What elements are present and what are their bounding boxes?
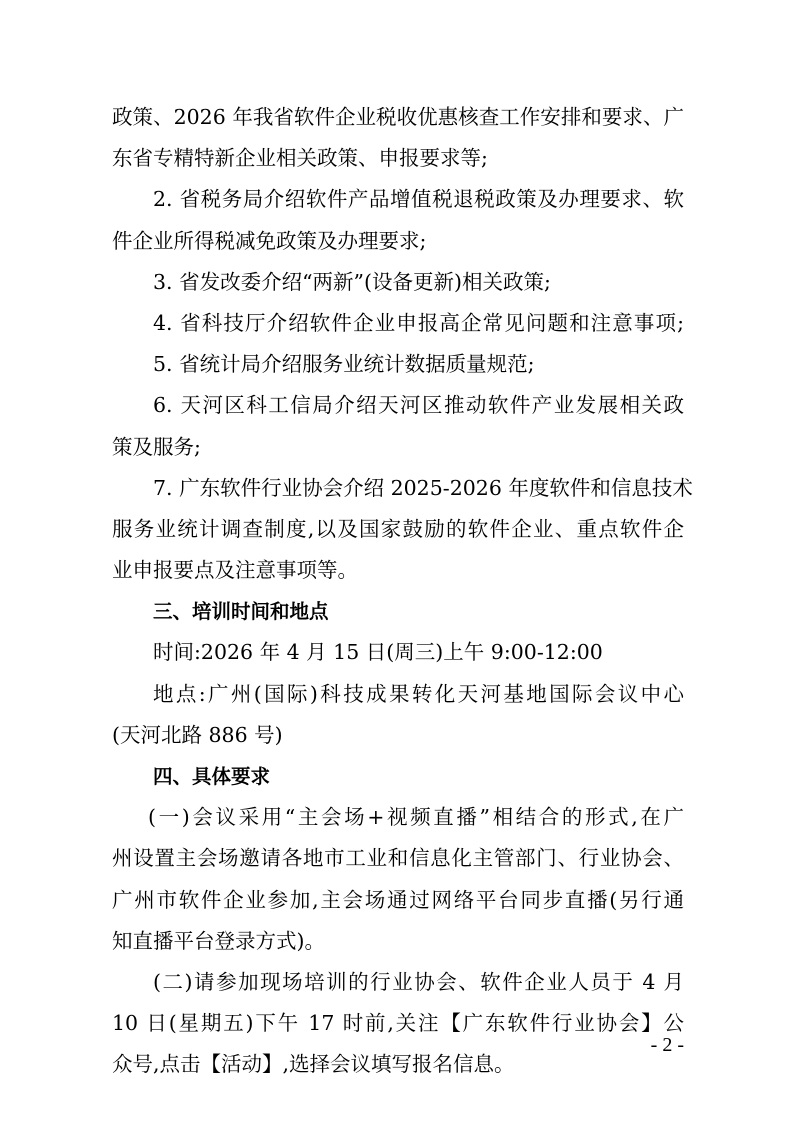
- text-line: 政策、2026 年我省软件企业税收优惠核查工作安排和要求、广: [112, 105, 684, 129]
- text-line: 广州市软件企业参加,主会场通过网络平台同步直播(另行通: [112, 887, 684, 912]
- list-item-6: 6. 天河区科工信局介绍天河区推动软件产业发展相关政: [153, 393, 684, 418]
- text-line: 件企业所得税减免政策及办理要求;: [112, 228, 427, 253]
- list-item-7: 7. 广东软件行业协会介绍 2025-2026 年度软件和信息技术: [153, 475, 693, 500]
- list-item-3: 3. 省发改委介绍“两新”(设备更新)相关政策;: [153, 269, 551, 294]
- requirement-1: (一)会议采用“主会场+视频直播”相结合的形式,在广: [148, 805, 684, 830]
- list-item-4: 4. 省科技厅介绍软件企业申报高企常见问题和注意事项;: [153, 310, 684, 335]
- text-line: 东省专精特新企业相关政策、申报要求等;: [112, 146, 488, 171]
- text-line: 州设置主会场邀请各地市工业和信息化主管部门、行业协会、: [112, 846, 684, 871]
- list-item-2: 2. 省税务局介绍软件产品增值税退税政策及办理要求、软: [153, 187, 684, 212]
- section-heading-3: 三、培训时间和地点: [153, 600, 329, 624]
- section-heading-4: 四、具体要求: [153, 765, 271, 788]
- page-number: - 2 -: [650, 1034, 684, 1056]
- document-body: [112, 97, 693, 1086]
- text-line: 知直播平台登录方式)。: [112, 928, 325, 953]
- training-location: 地点:广州(国际)科技成果转化天河基地国际会议中心: [153, 681, 684, 706]
- text-line: 众号,点击【活动】,选择会议填写报名信息。: [112, 1052, 515, 1077]
- text-line: 服务业统计调查制度,以及国家鼓励的软件企业、重点软件企: [112, 516, 684, 541]
- training-time: 时间:2026 年 4 月 15 日(周三)上午 9:00-12:00: [153, 640, 603, 665]
- list-item-5: 5. 省统计局介绍服务业统计数据质量规范;: [153, 352, 535, 377]
- text-line: 业申报要点及注意事项等。: [112, 558, 358, 583]
- training-address: (天河北路 886 号): [112, 722, 283, 747]
- text-line: 策及服务;: [112, 434, 201, 459]
- text-line: 10 日(星期五)下午 17 时前,关注【广东软件行业协会】公: [112, 1011, 684, 1036]
- requirement-2: (二)请参加现场培训的行业协会、软件企业人员于 4 月: [153, 969, 684, 994]
